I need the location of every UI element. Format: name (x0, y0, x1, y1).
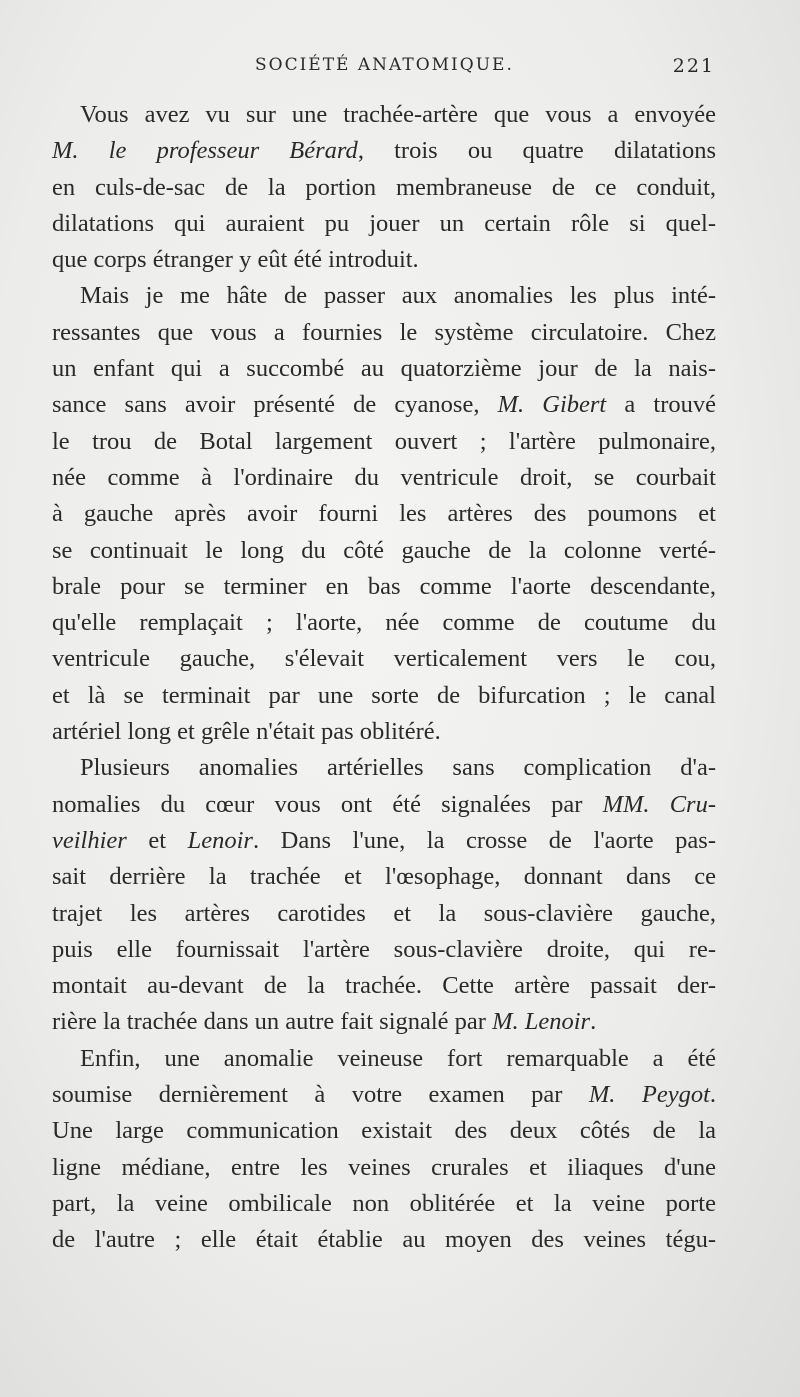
text-line (52, 787, 716, 823)
text-segment: se continuait le long du côté gauche de la colonne verté- (52, 536, 716, 564)
text-line (52, 932, 716, 968)
text-line (52, 968, 716, 1004)
body-text (52, 97, 716, 1259)
italic-name: M. Peygot (588, 1081, 710, 1109)
page-header (255, 55, 715, 85)
text-segment: . (709, 1081, 716, 1109)
page-number: 221 (672, 55, 715, 77)
text-line (52, 1113, 716, 1149)
italic-name: M. le professeur Bérard (52, 137, 358, 165)
text-segment: Enfin, une anomalie veineuse fort remarquable a été (80, 1044, 716, 1072)
text-line (52, 170, 716, 206)
text-line (52, 605, 716, 641)
text-line (52, 1041, 716, 1077)
text-line (52, 823, 716, 859)
text-segment: rière la trachée dans un autre fait signalé par (52, 1008, 493, 1036)
text-segment: dilatations qui auraient pu jouer un certain rôle si quel- (52, 209, 716, 237)
text-line (52, 1186, 716, 1222)
text-line (52, 1004, 716, 1040)
text-line (52, 1150, 716, 1186)
text-segment: sait derrière la trachée et l'œsophage, donnant dans ce (52, 863, 716, 891)
text-line (52, 242, 716, 278)
text-segment: et là se terminait par une sorte de bifurcation ; le canal (52, 681, 716, 709)
text-segment: ventricule gauche, s'élevait verticalement vers le cou, (52, 645, 716, 673)
text-segment: qu'elle remplaçait ; l'aorte, née comme de coutume du (52, 609, 716, 637)
text-segment: née comme à l'ordinaire du ventricule droit, se courbait (52, 463, 716, 491)
text-line (52, 97, 716, 133)
text-line (52, 859, 716, 895)
text-segment: et (126, 826, 188, 854)
italic-name: Lenoir (187, 826, 253, 854)
italic-name: M. Lenoir (492, 1008, 591, 1036)
text-line (52, 206, 716, 242)
text-segment: soumise dernièrement à votre examen par (52, 1081, 589, 1109)
text-segment: Mais je me hâte de passer aux anomalies les plus inté- (80, 282, 716, 310)
text-segment: sance sans avoir présenté de cyanose, (52, 391, 498, 419)
text-segment: un enfant qui a succombé au quatorzième jour de la nais- (52, 355, 716, 383)
text-segment: a trouvé (606, 391, 717, 419)
text-segment: artériel long et grêle n'était pas oblitéré. (52, 718, 441, 746)
text-line (52, 387, 716, 423)
text-line (52, 678, 716, 714)
text-line (52, 1077, 716, 1113)
text-segment: . Dans l'une, la crosse de l'aorte pas- (252, 826, 717, 854)
text-line (52, 714, 716, 750)
text-segment: . (590, 1008, 597, 1036)
text-segment: montait au-devant de la trachée. Cette artère passait der- (52, 972, 716, 1000)
running-title: SOCIÉTÉ ANATOMIQUE. (255, 55, 514, 75)
text-line (52, 750, 716, 786)
text-segment: , trois ou quatre dilatations (357, 137, 717, 165)
text-line (52, 278, 716, 314)
text-segment: en culs-de-sac de la portion membraneuse de ce conduit, (52, 173, 716, 201)
text-segment: Une large communication existait des deux côtés de la (52, 1117, 716, 1145)
text-segment: de l'autre ; elle était établie au moyen des veines tégu- (52, 1226, 716, 1254)
text-line (52, 569, 716, 605)
italic-name: MM. Cru- (602, 790, 716, 818)
text-segment: ligne médiane, entre les veines crurales et iliaques d'une (52, 1153, 716, 1181)
text-segment: à gauche après avoir fourni les artères des poumons et (52, 500, 716, 528)
text-line (52, 351, 716, 387)
text-line (52, 315, 716, 351)
italic-name: M. Gibert (497, 391, 607, 419)
text-line (52, 496, 716, 532)
text-segment: Vous avez vu sur une trachée-artère que vous a envoyée (80, 101, 716, 128)
text-segment: trajet les artères carotides et la sous-clavière gauche, (52, 899, 716, 927)
text-line (52, 533, 716, 569)
text-segment: que corps étranger y eût été introduit. (52, 246, 419, 274)
text-segment: brale pour se terminer en bas comme l'aorte descendante, (52, 572, 716, 600)
text-line (52, 641, 716, 677)
italic-name: veilhier (52, 826, 127, 854)
text-segment: puis elle fournissait l'artère sous-clavière droite, qui re- (52, 935, 716, 963)
text-line (52, 1222, 716, 1258)
text-segment: part, la veine ombilicale non oblitérée et la veine porte (52, 1189, 716, 1217)
text-line (52, 896, 716, 932)
text-segment: ressantes que vous a fournies le système circulatoire. Chez (52, 318, 716, 346)
text-segment: Plusieurs anomalies artérielles sans complication d'a- (80, 754, 716, 782)
text-line (52, 133, 716, 169)
text-line (52, 424, 716, 460)
text-segment: le trou de Botal largement ouvert ; l'artère pulmonaire, (52, 427, 716, 455)
text-segment: nomalies du cœur vous ont été signalées par (52, 790, 603, 818)
text-line (52, 460, 716, 496)
